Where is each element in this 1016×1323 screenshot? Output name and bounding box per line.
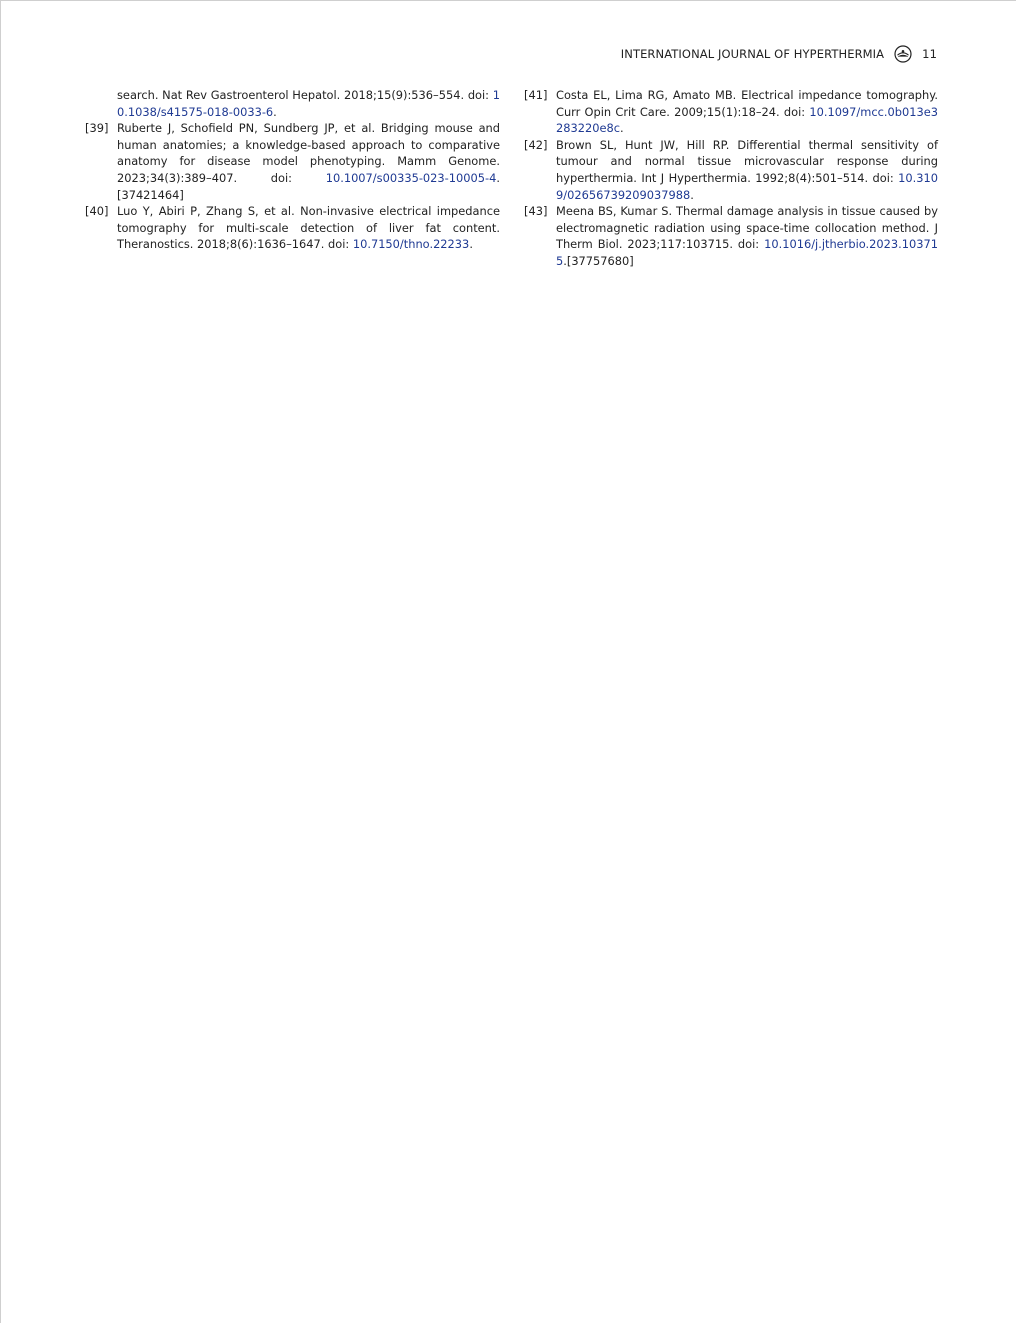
reference-citation: Meena BS, Kumar S. Thermal damage analysis in tissue caused by electromagnetic radiation using space-time collocation method. J Therm Biol. 2023;117:103715. doi:	[556, 204, 938, 252]
reference-number: [41]	[524, 88, 548, 102]
references-right-column	[524, 87, 938, 270]
reference-number: [42]	[524, 137, 548, 152]
reference-item	[524, 137, 938, 203]
reference-text	[556, 87, 938, 137]
reference-text	[556, 137, 938, 203]
running-head	[621, 45, 937, 63]
reference-text	[117, 203, 500, 253]
reference-item	[524, 87, 938, 137]
reference-citation: Costa EL, Lima RG, Amato MB. Electrical impedance tomography. Curr Opin Crit Care. 2009;15(1):18–24. doi:	[556, 88, 938, 119]
doi-link[interactable]: 10.1007/s00335-023-10005-4	[325, 170, 497, 185]
reference-citation: Brown SL, Hunt JW, Hill RP. Differential thermal sensitivity of tumour and normal tissue microvascular response during hyperthermia. Int J Hyperthermia. 1992;8(4):501–514. doi:	[556, 137, 938, 185]
reference-suffix: .	[690, 187, 694, 202]
references-left-column	[85, 87, 500, 253]
reference-text	[117, 120, 500, 203]
doi-link[interactable]: 10.1097/mcc.0b013e3283220e8c	[556, 104, 938, 136]
reference-item	[85, 203, 500, 253]
reference-number: [43]	[524, 204, 548, 219]
reference-citation: Ruberte J, Schofield PN, Sundberg JP, et al. Bridging mouse and human anatomies; a knowledge-based approach to comparative anatomy for disease model phenotyping. Mamm Genome. 2023;34(3):389–407. doi:	[117, 121, 500, 185]
reference-number: [39]	[85, 121, 109, 136]
reference-citation: Luo Y, Abiri P, Zhang S, et al. Non-invasive electrical impedance tomography for multi-scale detection of liver fat content. Theranostics. 2018;8(6):1636–1647. doi:	[117, 204, 500, 252]
reference-suffix: .	[620, 121, 624, 136]
reference-suffix: .[37421464]	[117, 170, 500, 202]
reference-number: [40]	[85, 204, 109, 219]
journal-title: INTERNATIONAL JOURNAL OF HYPERTHERMIA	[620, 47, 885, 61]
reference-item	[85, 87, 500, 120]
reference-text	[117, 87, 500, 120]
doi-link[interactable]: 10.7150/thno.22233	[352, 237, 470, 252]
page-number: 11	[922, 47, 937, 61]
reference-suffix: .	[469, 237, 473, 252]
reference-citation: search. Nat Rev Gastroenterol Hepatol. 2018;15(9):536–554. doi:	[117, 88, 493, 102]
doi-link[interactable]: 10.1016/j.jtherbio.2023.103715	[556, 237, 938, 268]
doi-link[interactable]: 10.3109/02656739209037988	[556, 170, 938, 202]
reference-item	[85, 120, 500, 203]
journal-logo-icon	[894, 45, 912, 63]
reference-text	[556, 203, 938, 269]
reference-item	[524, 203, 938, 269]
reference-suffix: .	[273, 104, 277, 119]
doi-link[interactable]: 10.1038/s41575-018-0033-6	[117, 88, 500, 119]
reference-suffix: .[37757680]	[563, 253, 634, 268]
